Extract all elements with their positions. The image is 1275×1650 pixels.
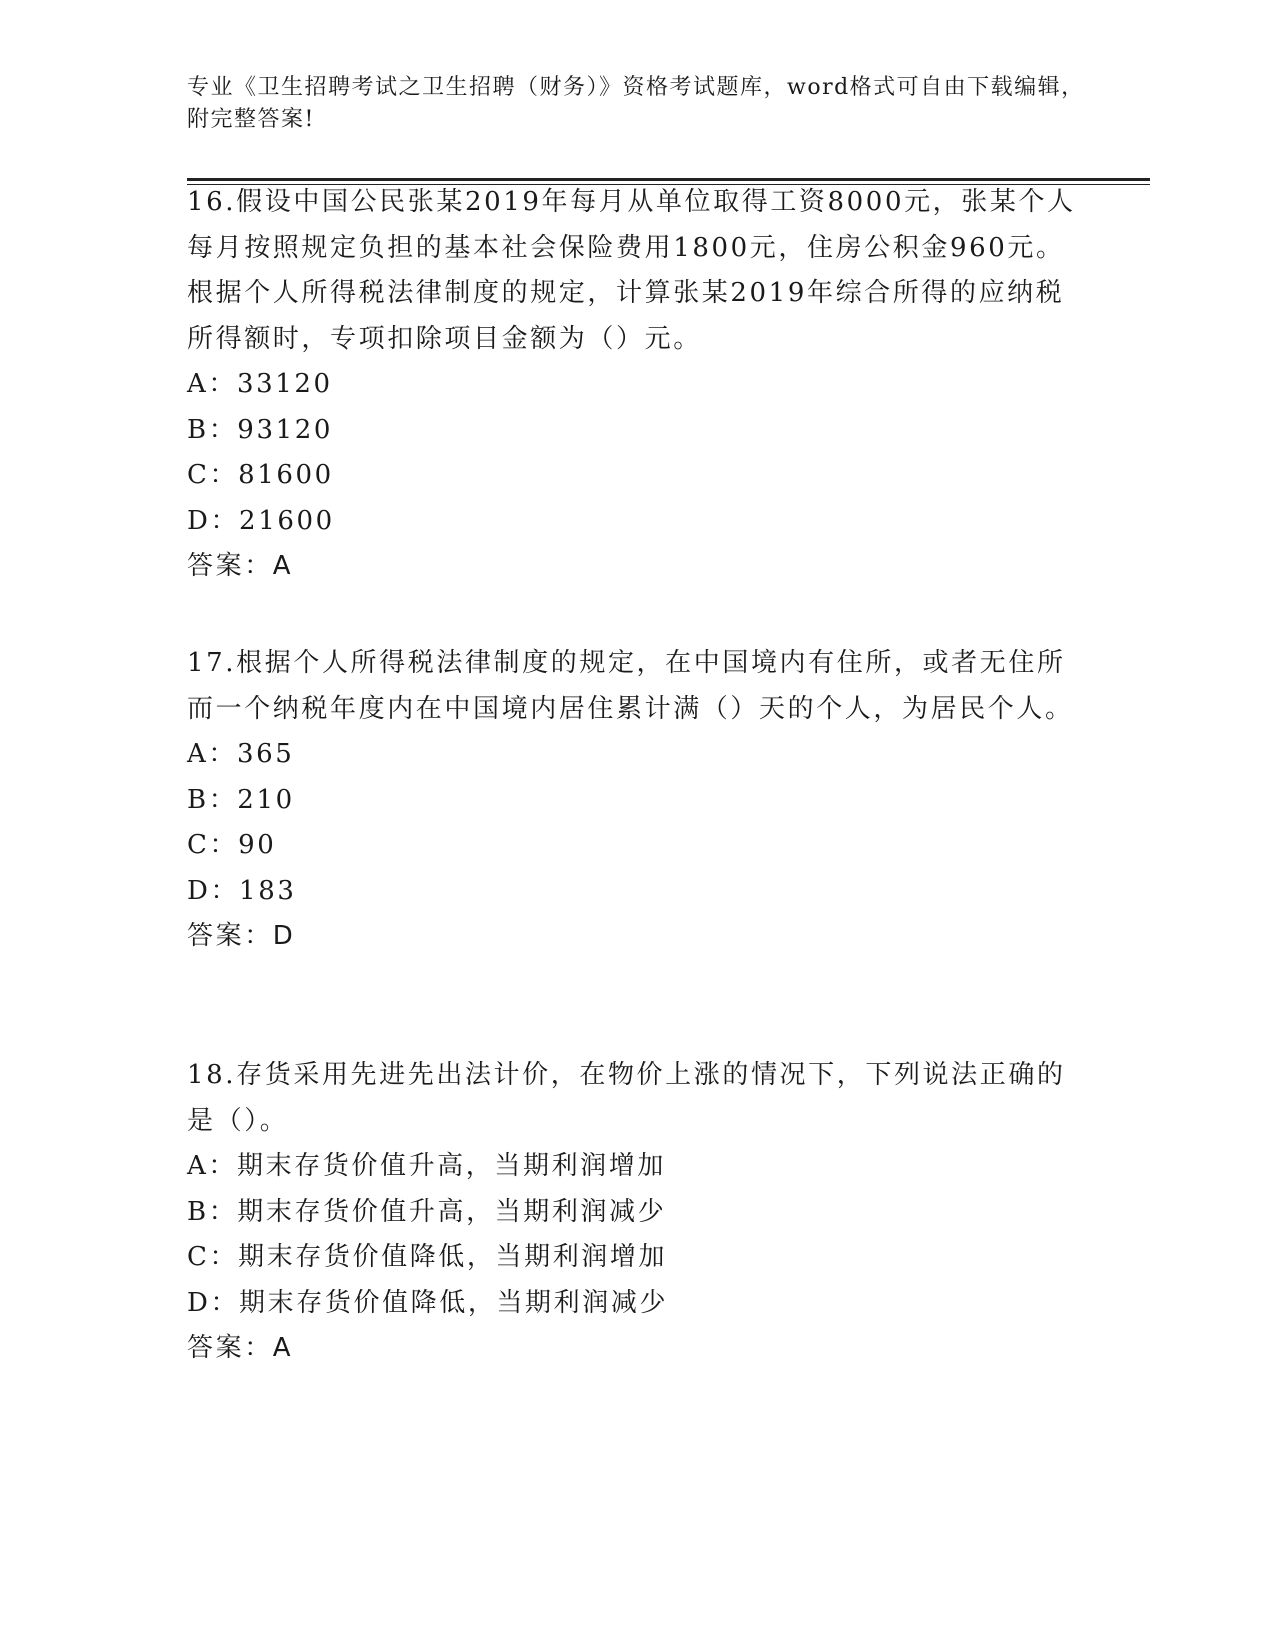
- option-b: B：93120: [187, 414, 334, 445]
- option-d: D：183: [187, 875, 297, 906]
- option-d: D：21600: [187, 505, 335, 536]
- option-a: A：365: [187, 739, 295, 769]
- question-stem: 18.存货采用先进先出法计价，在物价上涨的情况下，下列说法正确的是（）。: [187, 1060, 1066, 1136]
- answer: 答案：D: [187, 921, 296, 951]
- option-c: C：90: [187, 830, 277, 860]
- option-d: D：期末存货价值降低，当期利润减少: [187, 1287, 669, 1318]
- question-17: [187, 641, 1087, 960]
- option-a: A：33120: [187, 369, 333, 399]
- option-b: B：210: [187, 784, 295, 815]
- option-a: A：期末存货价值升高，当期利润增加: [187, 1151, 666, 1181]
- question-stem: 16.假设中国公民张某2019年每月从单位取得工资8000元，张某个人每月按照规定负担的基本社会保险费用1800元，住房公积金960元。根据个人所得税法律制度的规定，计算张某2019年综合所得的应纳税所得额时，专项扣除项目金额为（）元。: [187, 187, 1076, 354]
- option-b: B：期末存货价值升高，当期利润减少: [187, 1196, 667, 1227]
- question-18: [187, 1053, 1087, 1372]
- answer: 答案：A: [187, 551, 294, 581]
- document-header: 专业《卫生招聘考试之卫生招聘（财务）》资格考试题库，word格式可自由下载编辑，附完整答案!: [187, 75, 1085, 132]
- answer: 答案：A: [187, 1333, 294, 1363]
- option-c: C：期末存货价值降低，当期利润增加: [187, 1242, 668, 1272]
- question-16: [187, 180, 1087, 590]
- question-stem: 17.根据个人所得税法律制度的规定，在中国境内有住所，或者无住所而一个纳税年度内在中国境内居住累计满（）天的个人，为居民个人。: [187, 648, 1074, 724]
- option-c: C：81600: [187, 460, 334, 490]
